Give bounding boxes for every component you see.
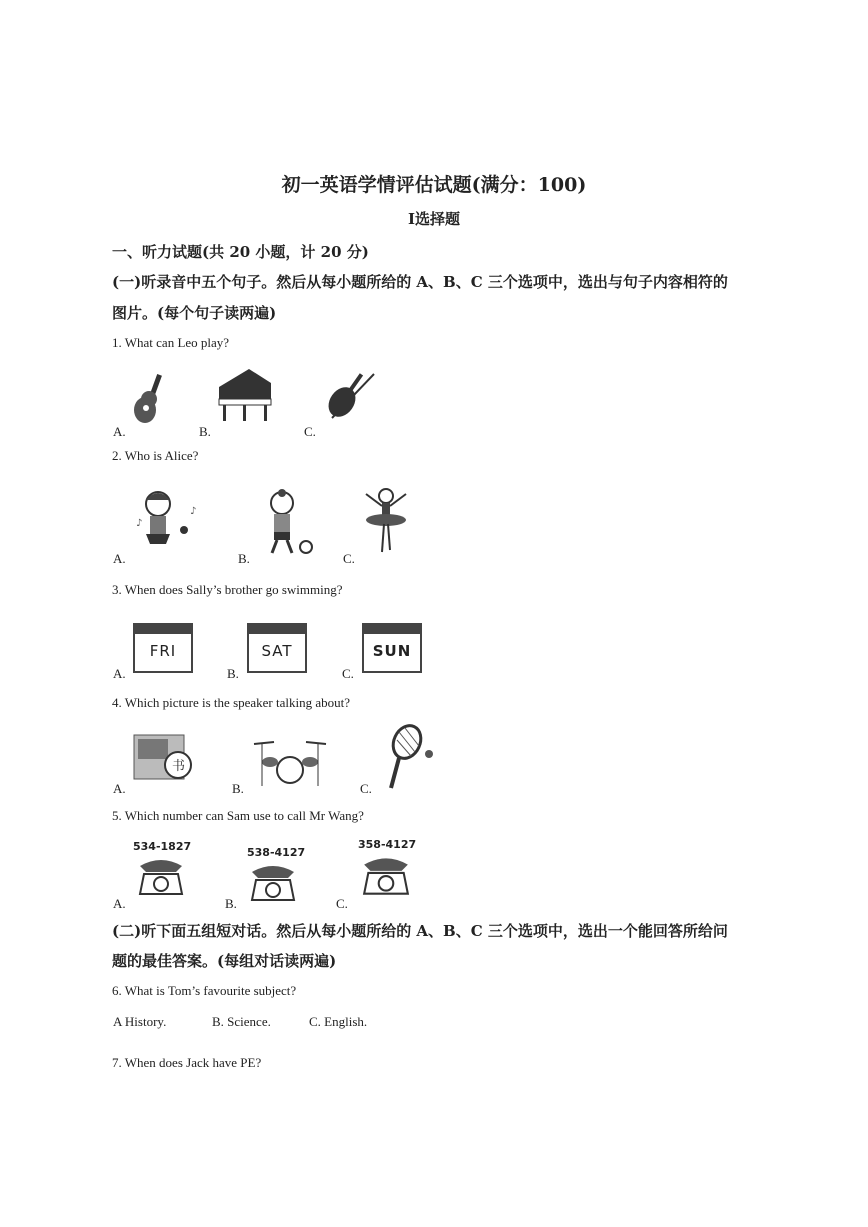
svg-text:♪: ♪ (190, 506, 197, 517)
option-a: A History. (113, 1014, 167, 1029)
question-2: 2. Who is Alice? (112, 448, 199, 463)
option-b: B. (238, 551, 250, 566)
question-7: 7. When does Jack have PE? (112, 1055, 262, 1070)
question-5: 5. Which number can Sam use to call Mr Wang? (112, 808, 364, 823)
girl-singing-icon (128, 486, 208, 556)
phone-number-a: 534-1827 (133, 840, 192, 853)
calendar-label: SAT (261, 642, 293, 660)
part-title: Ⅰ选择题 (407, 210, 461, 228)
guitar-icon (130, 372, 170, 427)
calendar-label: SUN (372, 642, 412, 660)
tennis-icon (385, 722, 440, 792)
option-b: B. (225, 896, 237, 911)
calendar-fri-icon (133, 623, 193, 673)
option-c: C. (343, 551, 355, 566)
question-1: 1. What can Leo play? (112, 335, 230, 350)
option-a: A. (113, 666, 126, 681)
calendar-label: FRI (149, 642, 177, 660)
drums-icon (250, 738, 330, 788)
option-c: C. (342, 666, 354, 681)
sub1-instructions-line1: (一)听录音中五个句子。然后从每小题所给的 A、B、C 三个选项中，选出与句子内容相符的 (112, 273, 728, 291)
option-a: A. (113, 424, 126, 439)
piano-icon (215, 365, 275, 423)
question-4: 4. Which picture is the speaker talking about? (112, 695, 351, 710)
question-6: 6. What is Tom’s favourite subject? (112, 983, 297, 998)
option-b: B. (232, 781, 244, 796)
option-b: B. (227, 666, 239, 681)
option-a: A. (113, 896, 126, 911)
option-c: C. English. (309, 1014, 368, 1029)
option-a: A. (113, 551, 126, 566)
telephone-icon (360, 853, 412, 897)
option-b: B. (199, 424, 211, 439)
question-3: 3. When does Sally’s brother go swimming? (112, 582, 343, 597)
girl-football-icon (260, 489, 320, 557)
svg-text:书: 书 (172, 759, 186, 774)
option-c: C. (336, 896, 348, 911)
sub1-instructions-line2: 图片。(每个句子读两遍) (112, 304, 277, 322)
calligraphy-icon (132, 733, 194, 785)
svg-text:♪: ♪ (136, 518, 143, 529)
sub2-instructions-line2: 题的最佳答案。(每组对话读两遍) (112, 952, 337, 970)
page-title: 初一英语学情评估试题(满分：100) (281, 174, 587, 196)
option-b: B. Science. (212, 1014, 271, 1029)
option-a: A. (113, 781, 126, 796)
option-c: C. (304, 424, 316, 439)
girl-ballet-icon (360, 484, 415, 556)
sub2-instructions-line1: (二)听下面五组短对话。然后从每小题所给的 A、B、C 三个选项中，选出一个能回答所给问 (112, 922, 728, 940)
telephone-icon (248, 862, 298, 902)
calendar-sat-icon (247, 623, 307, 673)
telephone-icon (136, 856, 186, 896)
option-c: C. (360, 781, 372, 796)
phone-number-b: 538-4127 (247, 846, 306, 859)
phone-number-c: 358-4127 (358, 838, 417, 851)
violin-icon (322, 368, 377, 423)
section1-heading: 一、听力试题(共 20 小题，计 20 分) (112, 243, 369, 261)
calendar-sun-icon (362, 623, 422, 673)
